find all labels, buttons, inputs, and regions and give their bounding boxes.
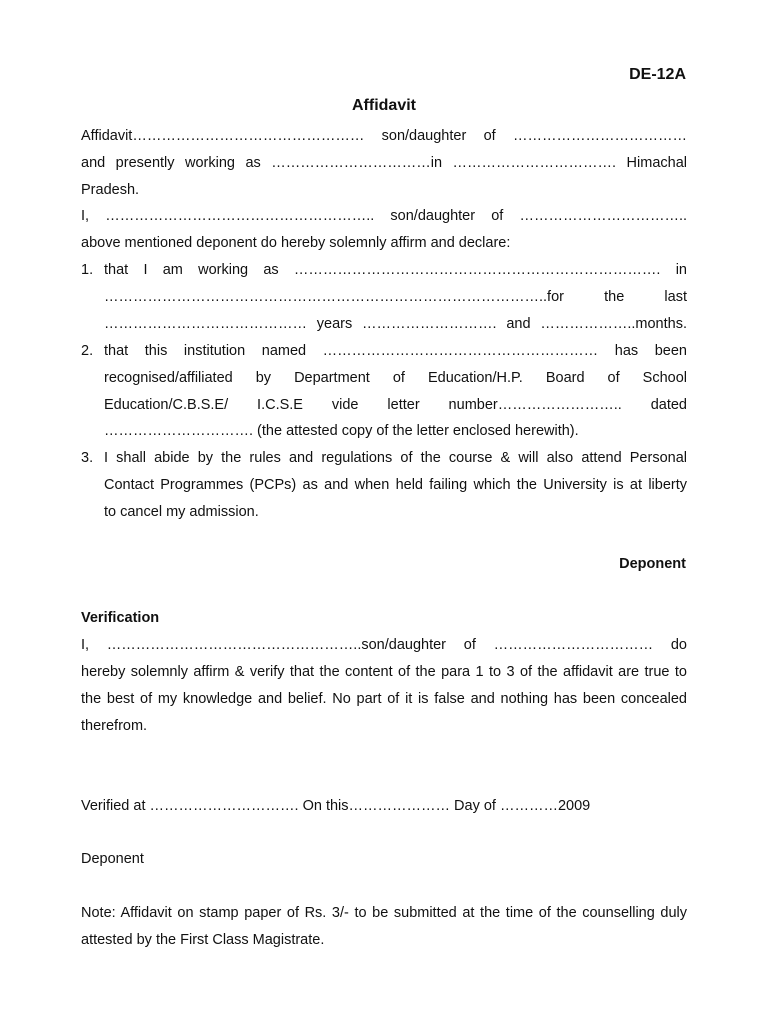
point-3-line-3: to cancel my admission. xyxy=(104,504,259,520)
point-2-number: 2. xyxy=(81,343,94,359)
intro-line-5: above mentioned deponent do hereby solemnly affirm and declare: xyxy=(81,235,511,251)
point-1-number: 1. xyxy=(81,262,94,278)
point-1-line-2: ………………………………………………………………………………..for the last xyxy=(104,289,687,305)
deponent-bottom-label: Deponent xyxy=(81,851,144,867)
intro-line-3: Pradesh. xyxy=(81,182,140,198)
verification-heading: Verification xyxy=(81,610,160,626)
note-line-2: attested by the First Class Magistrate. xyxy=(81,932,325,948)
point-1-line-3: …………………………………… years ………………………. and ………………..months. xyxy=(104,316,687,332)
intro-line-4: I, ……………………………………………….. son/daughter of …………………………….. xyxy=(81,208,687,224)
point-1-line-1: that I am working as …………………………………………………………………. in xyxy=(104,262,687,278)
deponent-signature-label: Deponent xyxy=(619,556,686,572)
intro-line-2: and presently working as ……………………………in ……………………………. Himachal xyxy=(81,155,687,171)
intro-line-1: Affidavit………………………………………… son/daughter of ……………………………… xyxy=(81,128,687,144)
form-code: DE-12A xyxy=(629,66,686,83)
point-3-line-2: Contact Programmes (PCPs) as and when held failing which the University is at liberty xyxy=(104,477,687,493)
document-title: Affidavit xyxy=(352,97,416,114)
point-2-line-2: recognised/affiliated by Department of Education/H.P. Board of School xyxy=(104,370,687,386)
verification-line-4: therefrom. xyxy=(81,718,148,734)
verified-at-line: Verified at …………………………. On this………………… Day of …………2009 xyxy=(81,798,591,814)
point-3-line-1: I shall abide by the rules and regulations of the course & will also attend Personal xyxy=(104,450,687,466)
point-2-line-1: that this institution named ………………………………………………… has been xyxy=(104,343,687,359)
verification-line-3: the best of my knowledge and belief. No part of it is false and nothing has been concealed xyxy=(81,691,687,707)
point-2-line-4: …………………………. (the attested copy of the letter enclosed herewith). xyxy=(104,423,579,439)
point-2-line-3: Education/C.B.S.E/ I.C.S.E vide letter number…………………….. dated xyxy=(104,397,687,413)
point-3-number: 3. xyxy=(81,450,94,466)
verification-line-1: I, ……………………………………………..son/daughter of …………………………… do xyxy=(81,637,687,653)
verification-line-2: hereby solemnly affirm & verify that the content of the para 1 to 3 of the affidavit are true to xyxy=(81,664,687,680)
note-line-1: Note: Affidavit on stamp paper of Rs. 3/- to be submitted at the time of the counselling duly xyxy=(81,905,687,921)
